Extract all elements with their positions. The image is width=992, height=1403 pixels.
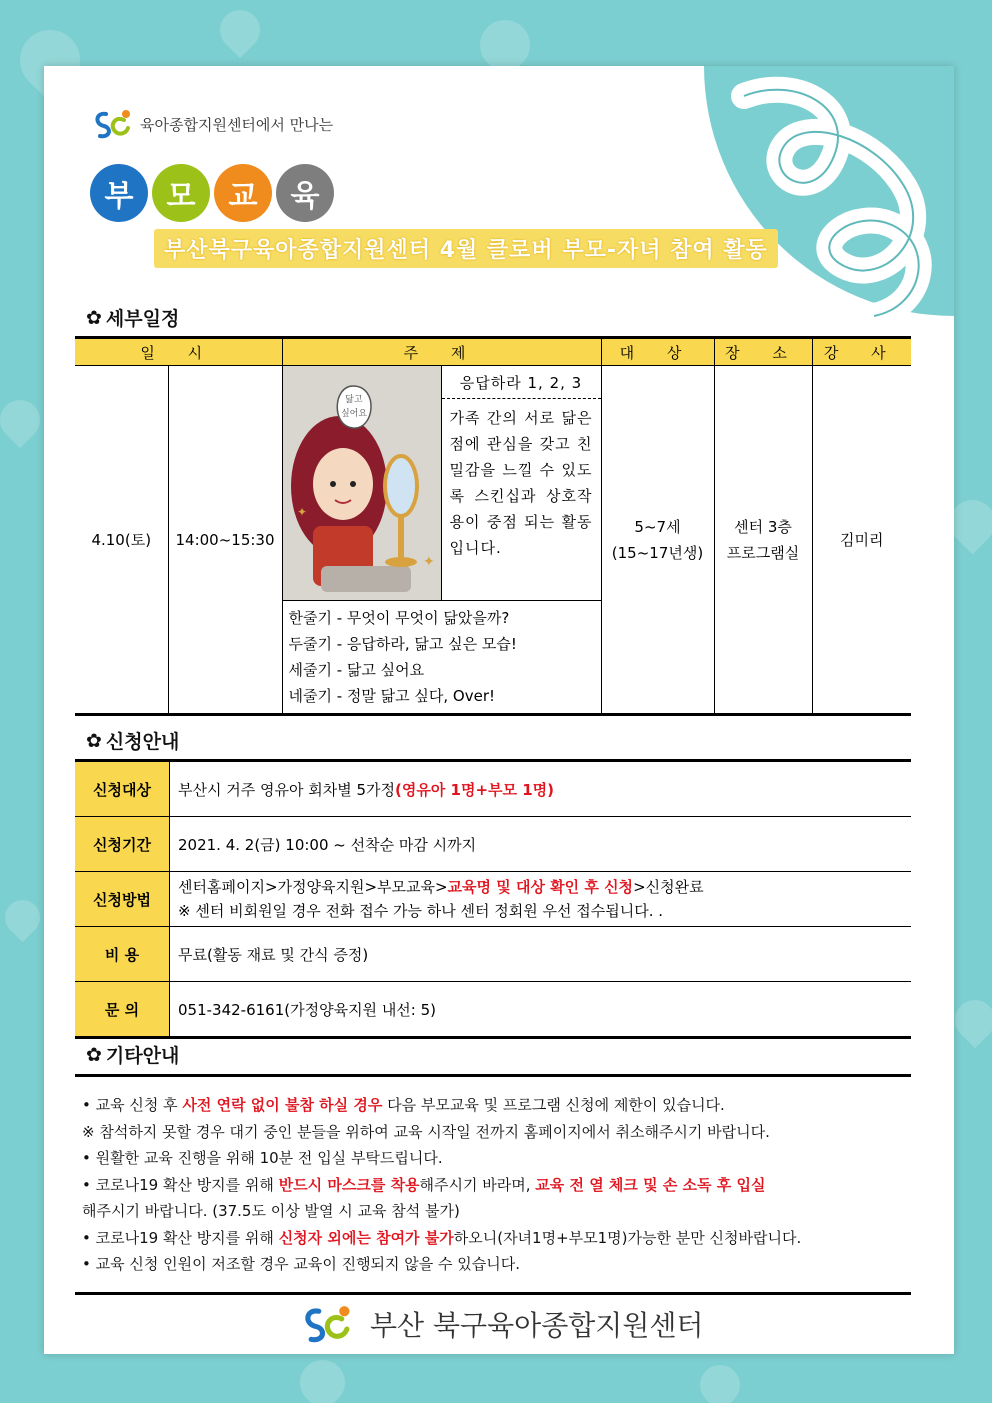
apply-value: 무료(활동 재료 및 간식 증정) bbox=[170, 927, 912, 982]
etc-note: • 교육 신청 후 사전 연락 없이 불참 하실 경우 다음 부모교육 및 프로그램 신청에 제한이 있습니다. bbox=[82, 1096, 725, 1114]
method-line-2: ※ 센터 비회원일 경우 전화 접수 가능 하나 센터 정회원 우선 접수됩니다. . bbox=[178, 902, 664, 920]
svg-text:싶어요: 싶어요 bbox=[340, 409, 367, 419]
apply-row-cost bbox=[75, 927, 911, 982]
footer-divider bbox=[75, 1292, 911, 1295]
apply-section-title bbox=[86, 727, 179, 754]
center-logo-icon bbox=[92, 106, 136, 142]
apply-title-text: 신청안내 bbox=[105, 731, 180, 753]
etc-note: ※ 참석하지 못할 경우 대기 중인 분들을 위하여 교육 시작일 전까지 홈페이지에서 취소해주시기 바랍니다. bbox=[82, 1122, 770, 1141]
etc-note: • 원활한 교육 진행을 위해 10분 전 입실 부탁드립니다. bbox=[82, 1149, 443, 1167]
method-path: 센터홈페이지>가정양육지원>부모교육> bbox=[178, 878, 448, 896]
apply-target-red: (영유아 1명+부모 1명) bbox=[395, 780, 555, 799]
etc-section-title bbox=[86, 1041, 179, 1068]
etc-note: • 코로나19 확산 방지를 위해 신청자 외에는 참여가 불가하오니(자녀1명+부모1명)가능한 분만 신청바랍니다. bbox=[82, 1228, 802, 1247]
apply-row-method bbox=[75, 872, 911, 927]
flower-icon: ✿ bbox=[86, 1043, 102, 1066]
title-circle-yuk: 육 bbox=[276, 164, 334, 222]
schedule-header-row bbox=[75, 338, 911, 366]
etc-notes bbox=[82, 1092, 908, 1278]
method-red: 교육명 및 대상 확인 후 신청 bbox=[447, 878, 634, 896]
brand-line bbox=[92, 106, 333, 142]
ribbon-decoration bbox=[704, 66, 944, 326]
topic-title: 응답하라 1, 2, 3 bbox=[442, 366, 601, 399]
topic-list bbox=[283, 601, 601, 713]
flower-icon: ✿ bbox=[86, 306, 102, 329]
schedule-table bbox=[75, 336, 911, 716]
topic-item: 한줄기 - 무엇이 무엇이 닮았을까? bbox=[288, 609, 510, 627]
apply-label: 신청대상 bbox=[75, 761, 170, 817]
title-circle-bu: 부 bbox=[90, 164, 148, 222]
schedule-instructor: 김미리 bbox=[812, 366, 911, 715]
apply-label: 문 의 bbox=[75, 982, 170, 1038]
footer bbox=[294, 1301, 703, 1347]
apply-value: 2021. 4. 2(금) 10:00 ~ 선착순 마감 시까지 bbox=[170, 817, 912, 872]
header-datetime: 일 시 bbox=[75, 338, 282, 366]
flower-icon: ✿ bbox=[86, 729, 102, 752]
apply-label: 신청기간 bbox=[75, 817, 170, 872]
topic-item: 세줄기 - 닮고 싶어요 bbox=[288, 661, 425, 679]
schedule-date: 4.10(토) bbox=[75, 366, 168, 715]
title-circle-gyo: 교 bbox=[214, 164, 272, 222]
program-banner: 부산북구육아종합지원센터 4월 클로버 부모-자녀 참여 활동 bbox=[154, 229, 778, 268]
apply-value bbox=[170, 872, 912, 927]
etc-title-text: 기타안내 bbox=[105, 1045, 180, 1067]
header-topic: 주 제 bbox=[282, 338, 601, 366]
apply-row-period bbox=[75, 817, 911, 872]
title-circles bbox=[90, 164, 334, 222]
schedule-section-title bbox=[86, 304, 179, 331]
activity-illustration bbox=[283, 366, 442, 600]
schedule-row bbox=[75, 366, 911, 715]
schedule-title-text: 세부일정 bbox=[105, 308, 180, 330]
header-subtitle: 육아종합지원센터에서 만나는 bbox=[140, 115, 334, 134]
schedule-place bbox=[714, 366, 812, 715]
title-circle-mo: 모 bbox=[152, 164, 210, 222]
topic-description: 가족 간의 서로 닮은 점에 관심을 갖고 친밀감을 느낄 수 있도록 스킨십과 상호작용이 중점 되는 활동입니다. bbox=[449, 409, 593, 557]
topic-cell bbox=[282, 366, 601, 715]
etc-note: • 교육 신청 인원이 저조할 경우 교육이 진행되지 않을 수 있습니다. bbox=[82, 1255, 521, 1273]
svg-text:✦: ✦ bbox=[422, 554, 435, 570]
apply-label: 비 용 bbox=[75, 927, 170, 982]
etc-note: 해주시기 바랍니다. (37.5도 이상 발열 시 교육 참석 불가) bbox=[82, 1202, 460, 1220]
header-instructor: 강 사 bbox=[812, 338, 911, 366]
target-age: 5~7세 bbox=[634, 517, 681, 536]
apply-row-target bbox=[75, 761, 911, 817]
svg-text:✦: ✦ bbox=[296, 505, 307, 519]
apply-target-text: 부산시 거주 영유아 회차별 5가정 bbox=[178, 780, 395, 799]
method-line-1 bbox=[178, 875, 910, 899]
center-logo-icon bbox=[294, 1301, 364, 1347]
schedule-target bbox=[601, 366, 714, 715]
topic-item: 두줄기 - 응답하라, 닮고 싶은 모습! bbox=[288, 635, 517, 653]
header-target: 대 상 bbox=[601, 338, 714, 366]
target-birth-years: (15~17년생) bbox=[611, 543, 704, 562]
apply-value: 051-342-6161(가정양육지원 내선: 5) bbox=[178, 1000, 437, 1019]
topic-item: 네줄기 - 정말 닮고 싶다, Over! bbox=[288, 687, 496, 705]
etc-divider bbox=[75, 1074, 911, 1077]
header-place: 장 소 bbox=[714, 338, 812, 366]
footer-center-name: 부산 북구육아종합지원센터 bbox=[370, 1309, 704, 1342]
apply-label: 신청방법 bbox=[75, 872, 170, 927]
apply-table bbox=[75, 759, 911, 1039]
method-end: >신청완료 bbox=[633, 878, 704, 896]
apply-row-contact bbox=[75, 982, 911, 1038]
svg-text:닮고: 닮고 bbox=[344, 395, 363, 405]
place-floor: 센터 3층 bbox=[734, 517, 792, 536]
apply-value bbox=[170, 761, 912, 817]
place-room: 프로그램실 bbox=[726, 543, 800, 562]
schedule-time: 14:00~15:30 bbox=[168, 366, 282, 715]
etc-note: • 코로나19 확산 방지를 위해 반드시 마스크를 착용해주시기 바라며, 교육 전 열 체크 및 손 소독 후 입실 bbox=[82, 1175, 766, 1194]
